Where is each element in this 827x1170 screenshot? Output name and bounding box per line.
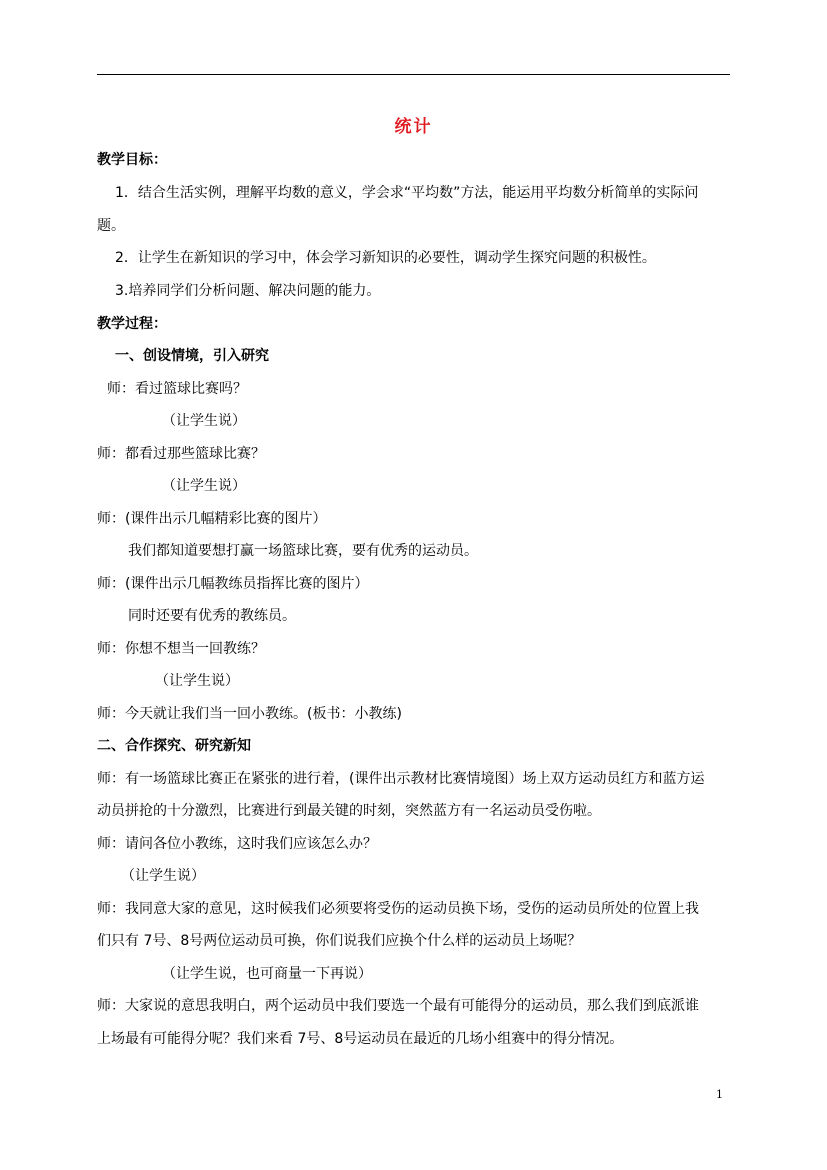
paragraph: 师：(课件出示几幅教练员指挥比赛的图片） [97, 576, 369, 592]
paragraph: 上场最有可能得分呢？我们来看 7号、8号运动员在最近的几场小组赛中的得分情况。 [97, 1031, 624, 1047]
paragraph: 们只有 7号、8号两位运动员可换，你们说我们应换个什么样的运动员上场呢？ [97, 933, 582, 949]
paragraph: 动员拼抢的十分激烈，比赛进行到最关键的时刻，突然蓝方有一名运动员受伤啦。 [97, 803, 601, 819]
objective-2: 2．让学生在新知识的学习中，体会学习新知识的必要性，调动学生探究问题的积极性。 [115, 250, 656, 266]
paragraph: （让学生说） [162, 478, 246, 494]
paragraph: 师：都看过那些篮球比赛？ [97, 446, 265, 462]
paragraph: 师：我同意大家的意见，这时候我们必须要将受伤的运动员换下场，受伤的运动员所处的位置上我 [97, 901, 699, 917]
section-heading-process: 教学过程： [97, 316, 167, 332]
document-title: 统计 [394, 117, 433, 137]
section-heading-objectives: 教学目标： [97, 152, 167, 168]
paragraph: 师：(课件出示几幅精彩比赛的图片） [97, 511, 327, 527]
paragraph: 师：请问各位小教练，这时我们应该怎么办？ [97, 836, 377, 852]
paragraph: （让学生说） [155, 673, 239, 689]
paragraph: 师：大家说的意思我明白，两个运动员中我们要选一个最有可能得分的运动员，那么我们到底派谁 [97, 998, 699, 1014]
page-number: 1 [716, 1088, 723, 1101]
paragraph: 我们都知道要想打赢一场篮球比赛，要有优秀的运动员。 [128, 543, 478, 559]
paragraph: 同时还要有优秀的教练员。 [128, 608, 296, 624]
paragraph: 师：你想不想当一回教练？ [97, 641, 265, 657]
objective-1-line-1: 1．结合生活实例，理解平均数的意义，学会求“平均数”方法，能运用平均数分析简单的实际问 [115, 185, 699, 201]
paragraph: 师：有一场篮球比赛正在紧张的进行着，(课件出示教材比赛情境图）场上双方运动员红方和蓝方运 [97, 771, 705, 787]
objective-3: 3.培养同学们分析问题、解决问题的能力。 [115, 283, 381, 299]
header-rule [97, 74, 730, 75]
paragraph: （让学生说，也可商量一下再说） [162, 966, 372, 982]
subheading-2: 二、合作探究、研究新知 [97, 738, 251, 754]
paragraph: （让学生说） [121, 868, 205, 884]
paragraph: （让学生说） [162, 413, 246, 429]
subheading-1: 一、创设情境，引入研究 [115, 348, 269, 364]
paragraph: 师：看过篮球比赛吗？ [107, 381, 247, 397]
objective-1-line-2: 题。 [97, 218, 125, 234]
paragraph: 师：今天就让我们当一回小教练。(板书：小教练) [97, 706, 402, 722]
